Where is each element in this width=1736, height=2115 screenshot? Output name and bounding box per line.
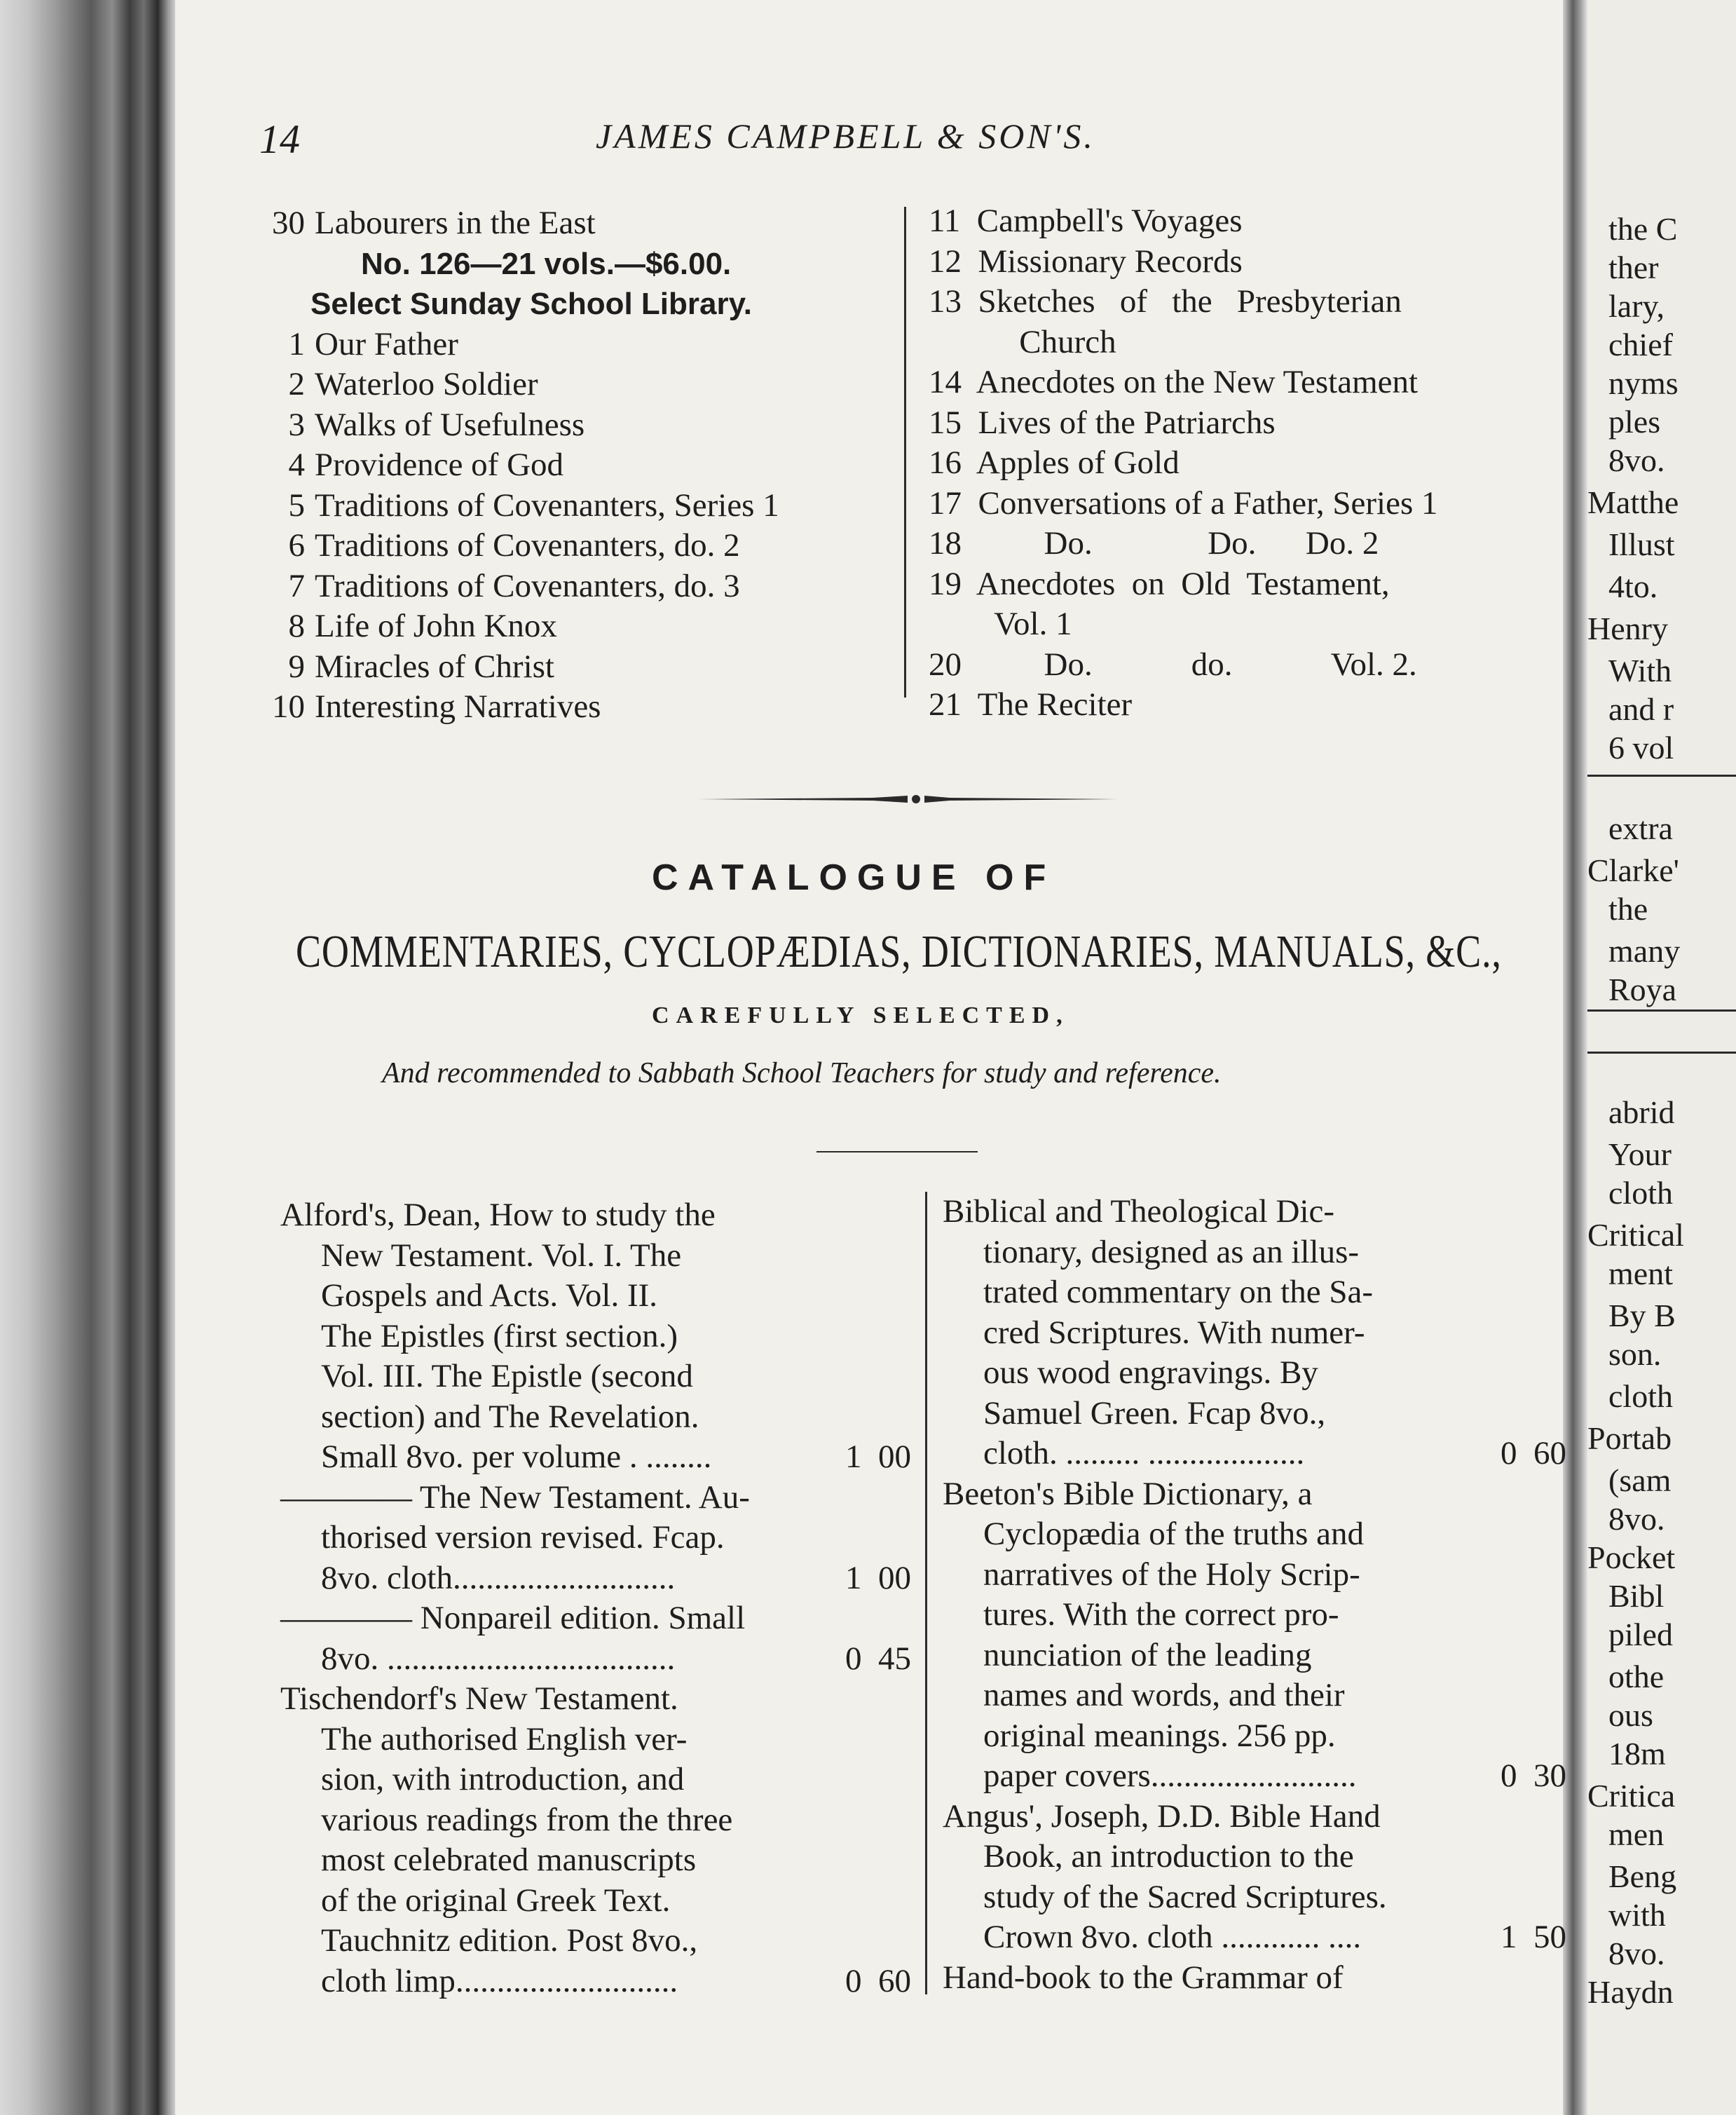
next-page-fragment: Pocket	[1587, 1539, 1676, 1575]
catalogue-recommendation: And recommended to Sabbath School Teachers for study and reference.	[382, 1057, 1222, 1089]
library-name: Select Sunday School Library.	[310, 287, 753, 321]
catalogue-line: Beeton's Bible Dictionary, a	[943, 1475, 1313, 1512]
catalogue-line: nunciation of the leading	[983, 1636, 1312, 1673]
catalogue-line: Samuel Green. Fcap 8vo.,	[983, 1394, 1326, 1431]
bottom-right-column	[943, 1192, 1566, 1998]
catalogue-line: ous wood engravings. By	[983, 1354, 1318, 1391]
list-item: 11 Campbell's Voyages	[929, 203, 1243, 239]
catalogue-line: The Epistles (first section.)	[321, 1317, 678, 1354]
catalogue-line: narratives of the Holy Scrip-	[983, 1556, 1360, 1593]
catalogue-line: Angus', Joseph, D.D. Bible Hand	[943, 1797, 1381, 1835]
top-left-column	[263, 203, 894, 728]
catalogue-line: New Testament. Vol. I. The	[321, 1237, 682, 1274]
next-page-fragment: othe	[1608, 1659, 1665, 1694]
catalogue-line: 8vo. ................................... 0 45	[280, 1639, 911, 1680]
list-item: 10 Interesting Narratives	[272, 688, 601, 725]
bottom-left-column	[280, 1195, 911, 2001]
next-page-fragment: men	[1608, 1816, 1665, 1852]
next-page-edge	[1587, 0, 1736, 2115]
list-item: 21 The Reciter	[929, 686, 1133, 723]
column-divider	[925, 1192, 927, 1994]
catalogue-line: Hand-book to the Grammar of	[943, 1959, 1344, 1996]
next-page-fragment: With	[1608, 653, 1672, 688]
next-page-fragment: Portab	[1587, 1420, 1672, 1456]
next-page-fragment: with	[1608, 1897, 1666, 1933]
list-item: 5 Traditions of Covenanters, Series 1	[288, 487, 779, 524]
list-item: 9 Miracles of Christ	[288, 648, 554, 685]
page-number: 14	[259, 116, 300, 162]
next-page-fragment: piled	[1608, 1617, 1673, 1652]
next-page-fragment: extra	[1608, 810, 1673, 846]
next-page-fragment: Bibl	[1608, 1578, 1665, 1614]
catalogue-line: Crown 8vo. cloth ............ .... 1 50	[943, 1917, 1566, 1958]
next-page-fragment: cloth	[1608, 1175, 1673, 1211]
catalogue-line: Gospels and Acts. Vol. II.	[321, 1277, 658, 1314]
next-page-fragment: ther	[1608, 250, 1659, 285]
list-item: 3 Walks of Usefulness	[288, 406, 585, 443]
catalogue-line: tionary, designed as an illus-	[983, 1233, 1360, 1270]
library-list	[263, 325, 894, 728]
catalogue-subtitle: COMMENTARIES, CYCLOPÆDIAS, DICTIONARIES, MANUALS, &C.,	[296, 926, 1502, 977]
next-page-fragment: cloth	[1608, 1378, 1673, 1414]
list-item: 17 Conversations of a Father, Series 1	[929, 484, 1438, 522]
next-page-fragment: abrid	[1608, 1094, 1675, 1130]
list-item: 30 Labourers in the East	[272, 205, 596, 241]
list-item: 14 Anecdotes on the New Testament	[929, 364, 1419, 400]
next-page-rule	[1587, 1052, 1736, 1054]
catalogue-selected: CAREFULLY SELECTED,	[652, 1002, 1069, 1028]
next-page-fragment: Clarke'	[1587, 852, 1679, 888]
catalogue-line: Tauchnitz edition. Post 8vo.,	[321, 1922, 698, 1959]
list-item: 7 Traditions of Covenanters, do. 3	[288, 567, 740, 604]
list-item: 18 Do. Do. Do. 2	[929, 525, 1379, 562]
catalogue-line: cloth limp........................... 0 60	[280, 1961, 911, 2002]
book-binding-edge	[0, 0, 175, 2115]
catalogue-line: sion, with introduction, and	[321, 1761, 685, 1797]
next-page-fragment: ples	[1608, 404, 1661, 440]
catalogue-line: Vol. III. The Epistle (second	[321, 1358, 693, 1394]
price: 1 50	[1501, 1919, 1566, 1955]
price: 0 30	[1501, 1757, 1566, 1794]
list-item: 16 Apples of Gold	[929, 444, 1180, 481]
next-page-fragment: the	[1608, 891, 1648, 927]
catalogue-line: Book, an introduction to the	[983, 1838, 1354, 1875]
next-page-fragment: Haydn	[1587, 1974, 1674, 2010]
next-page-fragment: 8vo.	[1608, 1936, 1665, 1971]
ornamental-rule	[697, 789, 1118, 810]
catalogue-line: of the original Greek Text.	[321, 1882, 671, 1919]
catalogue-line: Alford's, Dean, How to study the	[280, 1197, 716, 1233]
catalogue-line: Cyclopædia of the truths and	[983, 1516, 1365, 1552]
next-page-fragment: Your	[1608, 1136, 1672, 1172]
catalogue-line: names and words, and their	[983, 1677, 1345, 1713]
list-item: 2 Waterloo Soldier	[288, 366, 538, 402]
list-item: 12 Missionary Records	[929, 243, 1243, 280]
catalogue-line: trated commentary on the Sa-	[983, 1274, 1373, 1310]
running-header: JAMES CAMPBELL & SON'S.	[596, 116, 1095, 156]
catalogue-line: thorised version revised. Fcap.	[321, 1519, 725, 1556]
catalogue-line: paper covers......................... 0 30	[943, 1756, 1566, 1797]
catalogue-line: 8vo. cloth........................... 1 00	[280, 1558, 911, 1599]
catalogue-line: Tischendorf's New Testament.	[280, 1680, 678, 1717]
next-page-fragment: ment	[1608, 1256, 1673, 1291]
catalogue-line: The authorised English ver-	[321, 1720, 688, 1757]
price: 0 45	[845, 1640, 911, 1677]
catalogue-line: section) and The Revelation.	[321, 1398, 699, 1435]
next-page-fragment: Beng	[1608, 1858, 1677, 1894]
next-page-fragment: Critica	[1587, 1778, 1676, 1814]
price: 1 00	[845, 1439, 911, 1475]
next-page-rule	[1587, 1009, 1736, 1012]
column-divider	[904, 207, 906, 698]
catalogue-line: ———— The New Testament. Au-	[280, 1478, 750, 1516]
catalogue-line: ———— Nonpareil edition. Small	[280, 1600, 746, 1636]
catalogue-line: various readings from the three	[321, 1801, 733, 1838]
list-item: 15 Lives of the Patriarchs	[929, 404, 1276, 441]
next-page-fragment: Illust	[1608, 526, 1675, 562]
next-page-fragment: ous	[1608, 1697, 1653, 1733]
list-item: 19 Anecdotes on Old Testament,	[929, 565, 1390, 602]
list-item: 6 Traditions of Covenanters, do. 2	[288, 527, 740, 564]
catalogue-line: original meanings. 256 pp.	[983, 1717, 1336, 1754]
catalogue-title: CATALOGUE OF	[652, 857, 1056, 898]
next-page-fragment: son.	[1608, 1336, 1662, 1372]
catalogue-line: study of the Sacred Scriptures.	[983, 1878, 1387, 1915]
price: 1 00	[845, 1559, 911, 1596]
next-page-fragment: Roya	[1608, 972, 1677, 1007]
list-item: 8 Life of John Knox	[288, 608, 557, 644]
library-heading: No. 126—21 vols.—$6.00.	[361, 246, 732, 281]
list-item: Vol. 1	[929, 606, 1072, 642]
next-page-fragment: 6 vol	[1608, 730, 1674, 766]
next-page-fragment: 4to.	[1608, 569, 1658, 604]
next-page-fragment: By B	[1608, 1298, 1676, 1333]
next-page-fragment: Henry	[1587, 611, 1668, 646]
next-page-fragment: nyms	[1608, 365, 1679, 401]
list-item: 13 Sketches of the Presbyterian	[929, 283, 1402, 320]
list-item: 20 Do. do. Vol. 2.	[929, 646, 1417, 683]
top-right-column	[929, 201, 1559, 726]
list-item: Church	[929, 323, 1116, 360]
next-page-rule	[1587, 775, 1736, 777]
list-item: 4 Providence of God	[288, 447, 564, 483]
catalogue-line: Biblical and Theological Dic-	[943, 1193, 1335, 1230]
next-page-fragment: the C	[1608, 211, 1678, 247]
short-rule	[816, 1151, 978, 1152]
next-page-fragment: Matthe	[1587, 484, 1679, 520]
price: 0 60	[845, 1962, 911, 1999]
next-page-fragment: (sam	[1608, 1462, 1672, 1498]
list-item: 1 Our Father	[288, 325, 458, 362]
price: 0 60	[1501, 1435, 1566, 1471]
catalogue-line: Small 8vo. per volume . ........ 1 00	[280, 1437, 911, 1478]
catalogue-line: most celebrated manuscripts	[321, 1842, 697, 1878]
next-page-fragment: 18m	[1608, 1736, 1666, 1771]
catalogue-line: tures. With the correct pro-	[983, 1596, 1339, 1633]
book-gutter	[1563, 0, 1587, 2115]
next-page-fragment: many	[1608, 933, 1681, 969]
catalogue-line: cloth. ......... ................... 0 60	[943, 1434, 1566, 1474]
next-page-fragment: and r	[1608, 691, 1674, 727]
next-page-fragment: Critical	[1587, 1217, 1684, 1253]
next-page-fragment: 8vo.	[1608, 442, 1665, 478]
next-page-fragment: lary,	[1608, 288, 1665, 324]
next-page-fragment: chief	[1608, 327, 1673, 362]
next-page-fragment: 8vo.	[1608, 1501, 1665, 1537]
catalogue-line: cred Scriptures. With numer-	[983, 1314, 1365, 1351]
